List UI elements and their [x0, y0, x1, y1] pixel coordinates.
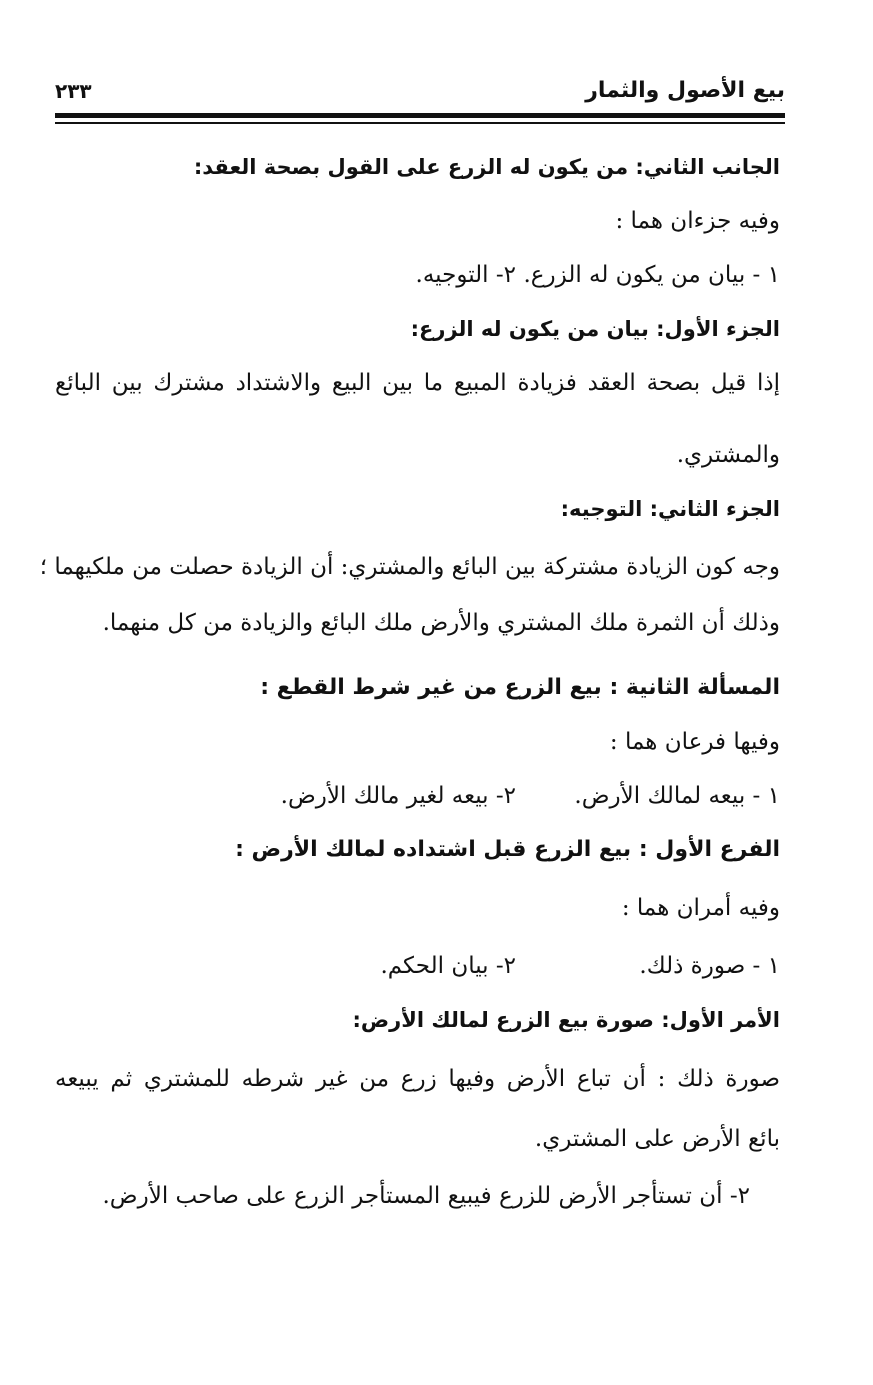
- page-body: [39, 140, 780, 1223]
- subsection-heading: الجزء الأول: بيان من يكون له الزرع:: [410, 317, 780, 341]
- paragraph-line: صورة ذلك : أن تباع الأرض وفيها زرع من غير شرطه للمشتري ثم يبيعه: [55, 1066, 780, 1092]
- paragraph-line: وفيه جزءان هما :: [615, 208, 780, 234]
- paragraph-line: بائع الأرض على المشتري.: [534, 1126, 780, 1152]
- paragraph-line: وفيها فرعان هما :: [609, 729, 780, 755]
- section-heading: الجانب الثاني: من يكون له الزرع على القول بصحة العقد:: [193, 155, 780, 179]
- paragraph-line: إذا قيل بصحة العقد فزيادة المبيع ما بين البيع والاشتداد مشترك بين البائع: [55, 370, 780, 396]
- paragraph-line: والمشتري.: [676, 442, 780, 468]
- numbered-pair: [55, 769, 780, 823]
- list-item: ٢- التوجيه.: [415, 262, 516, 288]
- list-item: ٢- بيعه لغير مالك الأرض.: [280, 783, 516, 809]
- list-item: ١ - بيان من يكون له الزرع.: [523, 262, 780, 288]
- section-heading: المسألة الثانية : بيع الزرع من غير شرط القطع :: [260, 675, 780, 700]
- paragraph-line: ٢- أن تستأجر الأرض للزرع فيبيع المستأجر الزرع على صاحب الأرض.: [102, 1183, 750, 1209]
- paragraph-line: وذلك أن الثمرة ملك المشتري والأرض ملك البائع والزيادة من كل منهما.: [102, 610, 780, 636]
- numbered-pair: [55, 248, 780, 302]
- book-title: بيع الأصول والثمار: [585, 78, 785, 103]
- running-header: [55, 76, 785, 112]
- list-item: ١ - صورة ذلك.: [639, 953, 780, 979]
- paragraph-line: وفيه أمران هما :: [621, 895, 780, 921]
- paragraph-line: وجه كون الزيادة مشتركة بين البائع والمشتري: أن الزيادة حصلت من ملكيهما ؛: [39, 554, 780, 580]
- list-item: ١ - بيعه لمالك الأرض.: [574, 783, 780, 809]
- subsection-heading: الفرع الأول : بيع الزرع قبل اشتداده لمالك الأرض :: [235, 837, 780, 862]
- numbered-pair: [55, 939, 780, 993]
- header-rule-thin: [55, 122, 785, 124]
- page-number: ٢٣٣: [55, 79, 92, 103]
- list-item: ٢- بيان الحكم.: [380, 953, 516, 979]
- subsection-heading: الأمر الأول: صورة بيع الزرع لمالك الأرض:: [352, 1008, 780, 1032]
- header-rule-thick: [55, 113, 785, 118]
- subsection-heading: الجزء الثاني: التوجيه:: [560, 497, 780, 521]
